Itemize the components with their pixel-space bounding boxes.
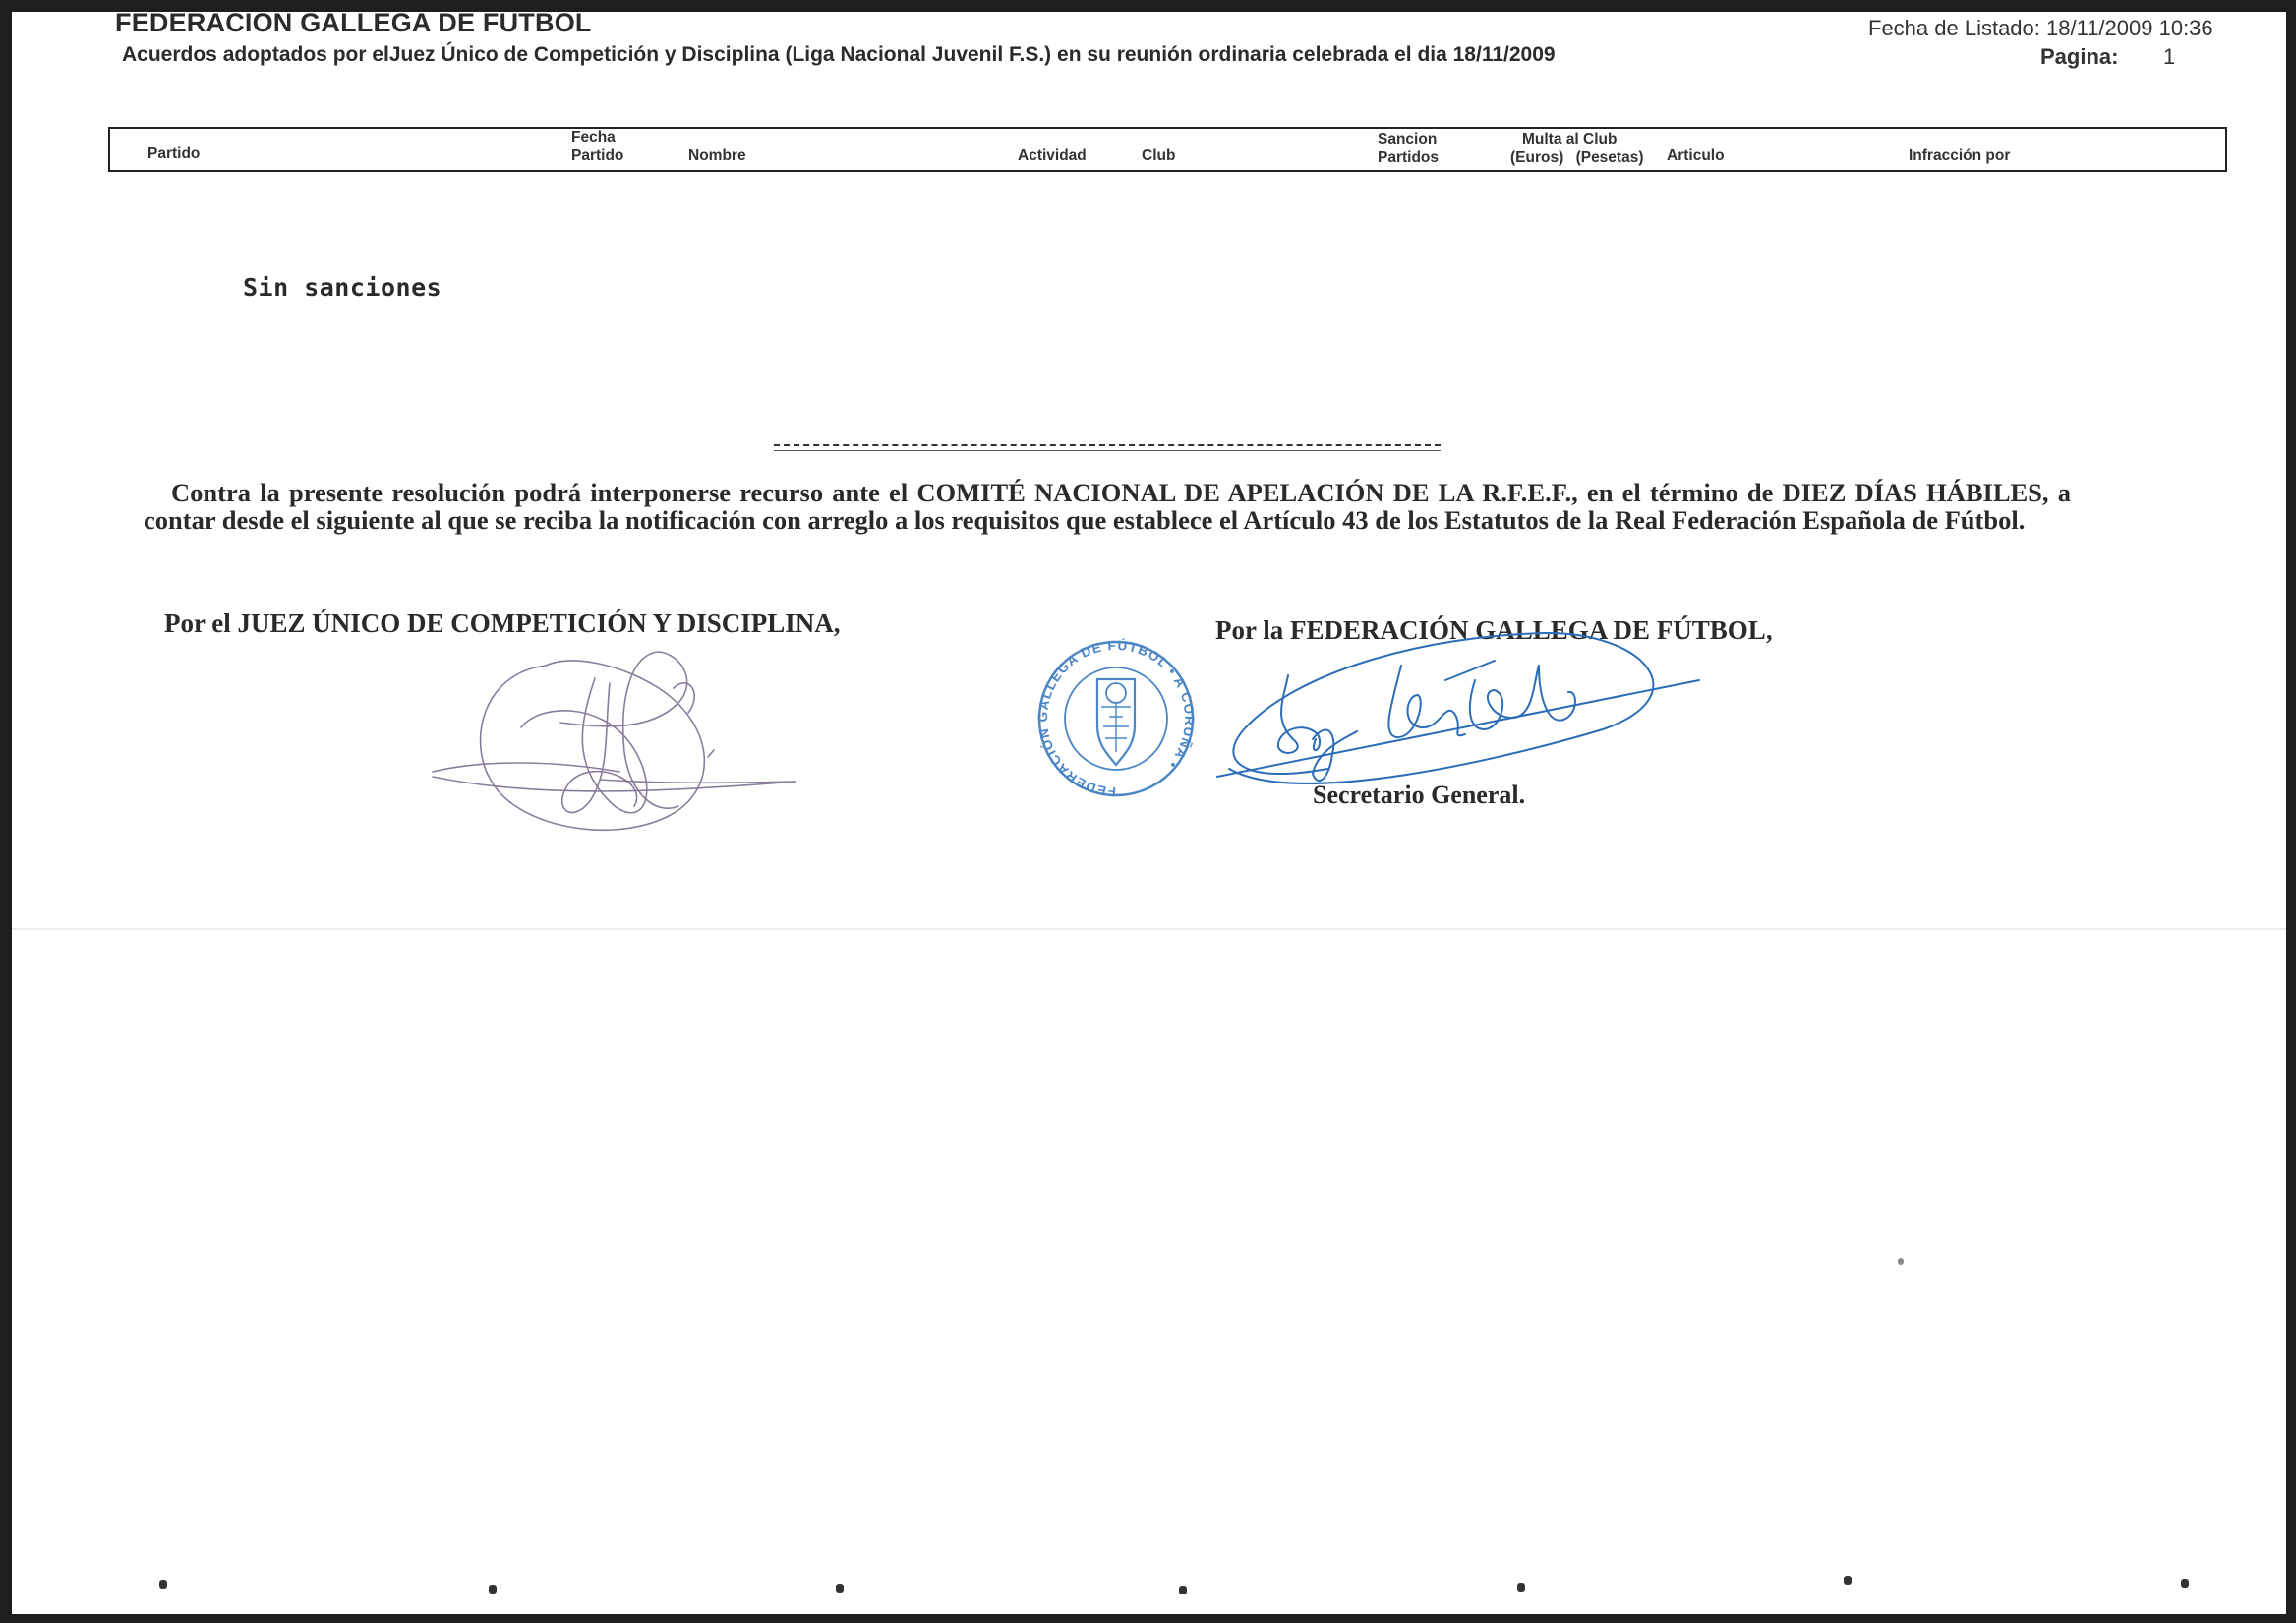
col-sancion-bottom: Partidos (1378, 149, 1440, 166)
col-nombre: Nombre (688, 147, 746, 164)
col-club: Club (1142, 147, 1176, 164)
scan-speck (1844, 1576, 1852, 1585)
col-fecha-bottom: Partido (571, 147, 624, 164)
listing-date: Fecha de Listado: 18/11/2009 10:36 (1868, 16, 2213, 40)
left-signature-caption: Por el JUEZ ÚNICO DE COMPETICIÓN Y DISCIPLINA, (164, 609, 841, 638)
appeal-paragraph: Contra la presente resolución podrá interponerse recurso ante el COMITÉ NACIONAL DE APELACIÓN DE LA R.F.E.F., en el término de DIEZ DÍAS HÁBILES, a contar desde el siguiente al que se reciba la notificación con arreglo a los requisitos que establece el Artículo 43 de los Estatutos de la Real Federación Española de Fútbol. (144, 478, 2071, 535)
col-actividad: Actividad (1018, 147, 1087, 164)
secretary-title: Secretario General. (1313, 781, 1526, 809)
scan-speck (159, 1580, 167, 1589)
scan-speck (489, 1585, 497, 1594)
col-fecha-top: Fecha (571, 129, 616, 145)
scan-speck (2181, 1579, 2189, 1588)
page-number: 1 (2163, 44, 2176, 69)
col-multa-pesetas: (Pesetas) (1575, 149, 1644, 166)
scan-speck (1179, 1586, 1187, 1594)
col-articulo: Articulo (1667, 147, 1725, 164)
col-sancion-partidos (1378, 130, 1439, 167)
col-multa-top: Multa al Club (1522, 131, 1618, 147)
col-multa-club (1510, 130, 1644, 167)
scan-speck (1517, 1583, 1525, 1592)
document-subtitle: Acuerdos adoptados por elJuez Único de Competición y Disciplina (Liga Nacional Juvenil F.S.) en su reunión ordinaria celebrada el dia 18/11/2009 (122, 43, 1556, 66)
right-signature-image (1209, 621, 1711, 798)
scan-fold-line (12, 928, 2286, 930)
page-label: Pagina: (2040, 44, 2119, 69)
no-sanctions-stamp: Sin sanciones (243, 273, 442, 302)
scan-speck (1898, 1258, 1904, 1265)
federation-stamp (1030, 632, 1203, 809)
stamp-text: FEDERACIÓN GALLEGA DE FÚTBOL • A CORUÑA • (1034, 637, 1198, 800)
col-sancion-top: Sancion (1378, 131, 1438, 147)
scan-speck (836, 1584, 844, 1593)
left-signature-image (423, 634, 806, 845)
col-partido: Partido (147, 145, 201, 162)
column-header-box (108, 127, 2227, 172)
col-multa-euros: (Euros) (1510, 149, 1564, 166)
separator-underline (774, 450, 1441, 451)
col-infraccion: Infracción por (1909, 147, 2011, 164)
separator-dashes (774, 444, 1441, 446)
organization-name: FEDERACION GALLEGA DE FUTBOL (115, 8, 592, 37)
right-signature-caption: Por la FEDERACIÓN GALLEGA DE FÚTBOL, (1215, 615, 1773, 645)
col-fecha-partido (571, 128, 623, 165)
